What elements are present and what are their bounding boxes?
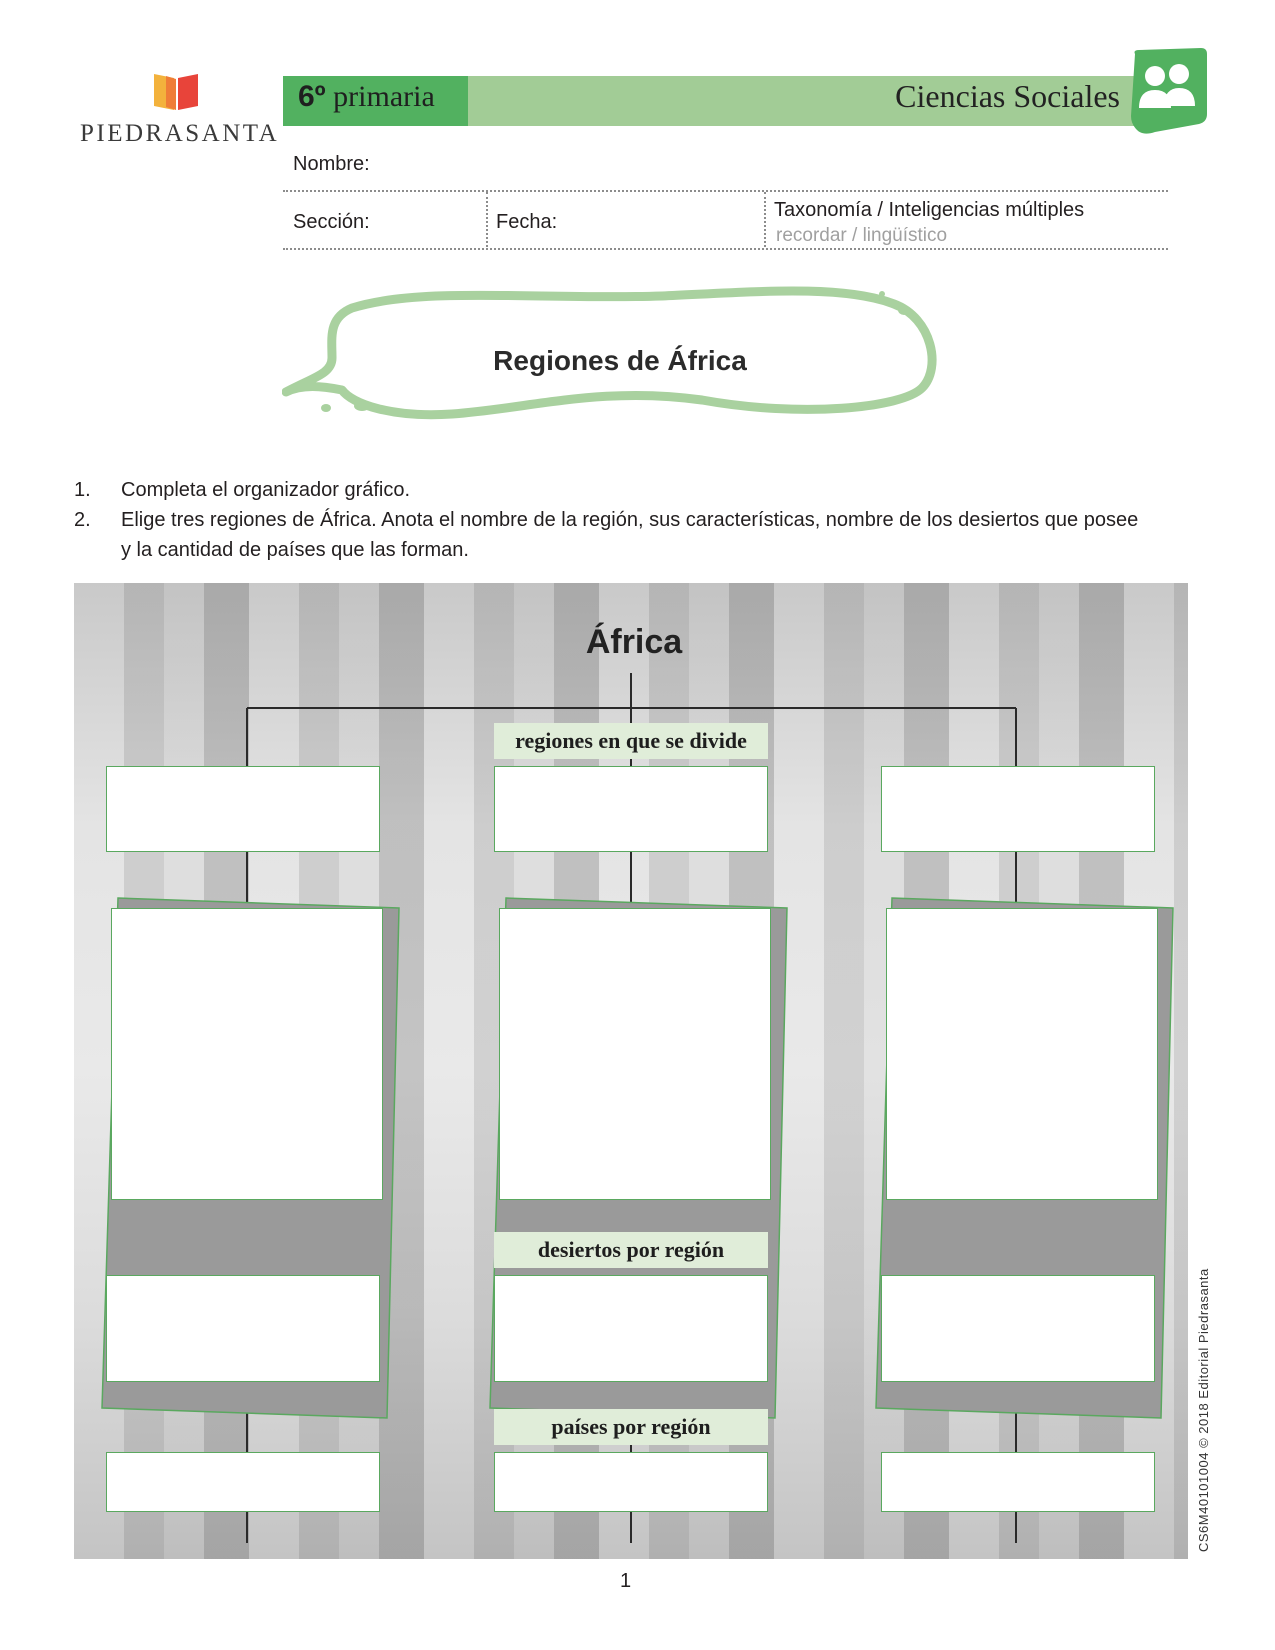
name-label: Nombre: (293, 153, 370, 175)
instruction-item (74, 475, 91, 505)
form-divider (283, 248, 1168, 250)
grade-label (298, 80, 435, 114)
people-icon (1125, 46, 1209, 140)
region-name-box[interactable] (494, 766, 768, 852)
region-characteristics-box[interactable] (499, 908, 771, 1200)
form-divider (283, 190, 1168, 192)
publisher-name: PIEDRASANTA (80, 120, 280, 147)
graphic-organizer (74, 583, 1188, 1559)
countries-label: países por región (494, 1409, 768, 1445)
taxonomy-values: recordar / lingüístico (776, 225, 948, 246)
instruction-text: y la cantidad de países que las forman. (121, 539, 469, 561)
deserts-box[interactable] (494, 1275, 768, 1382)
form-divider (486, 192, 488, 247)
organizer-root: África (585, 623, 683, 661)
instruction-item (74, 505, 91, 535)
subject-title: Ciencias Sociales (895, 78, 1120, 114)
region-name-box[interactable] (106, 766, 380, 852)
taxonomy-label: Taxonomía / Inteligencias múltiples (774, 199, 1085, 221)
regions-label: regiones en que se divide (494, 723, 768, 759)
copyright-notice: CS6M40101004 © 2018 Editorial Piedrasanta (1196, 1268, 1211, 1552)
deserts-box[interactable] (881, 1275, 1155, 1382)
date-label: Fecha: (496, 211, 558, 233)
worksheet-title: Regiones de África (493, 345, 747, 376)
instruction-text: Elige tres regiones de África. Anota el nombre de la región, sus características, nombre de los desiertos que posee (121, 509, 1139, 531)
deserts-label: desiertos por región (494, 1232, 768, 1268)
instruction-number: 2. (74, 509, 91, 531)
region-name-box[interactable] (881, 766, 1155, 852)
region-characteristics-box[interactable] (111, 908, 383, 1200)
grade-number: 6º (298, 80, 326, 113)
instruction-text: Completa el organizador gráfico. (121, 479, 411, 501)
grade-level: primaria (333, 80, 435, 113)
deserts-box[interactable] (106, 1275, 380, 1382)
countries-box[interactable] (881, 1452, 1155, 1512)
countries-box[interactable] (106, 1452, 380, 1512)
countries-box[interactable] (494, 1452, 768, 1512)
region-characteristics-box[interactable] (886, 908, 1158, 1200)
page-number: 1 (620, 1570, 632, 1592)
form-divider (764, 192, 766, 247)
section-label: Sección: (293, 211, 370, 233)
publisher-logo-icon (152, 72, 202, 112)
instruction-number: 1. (74, 479, 91, 501)
